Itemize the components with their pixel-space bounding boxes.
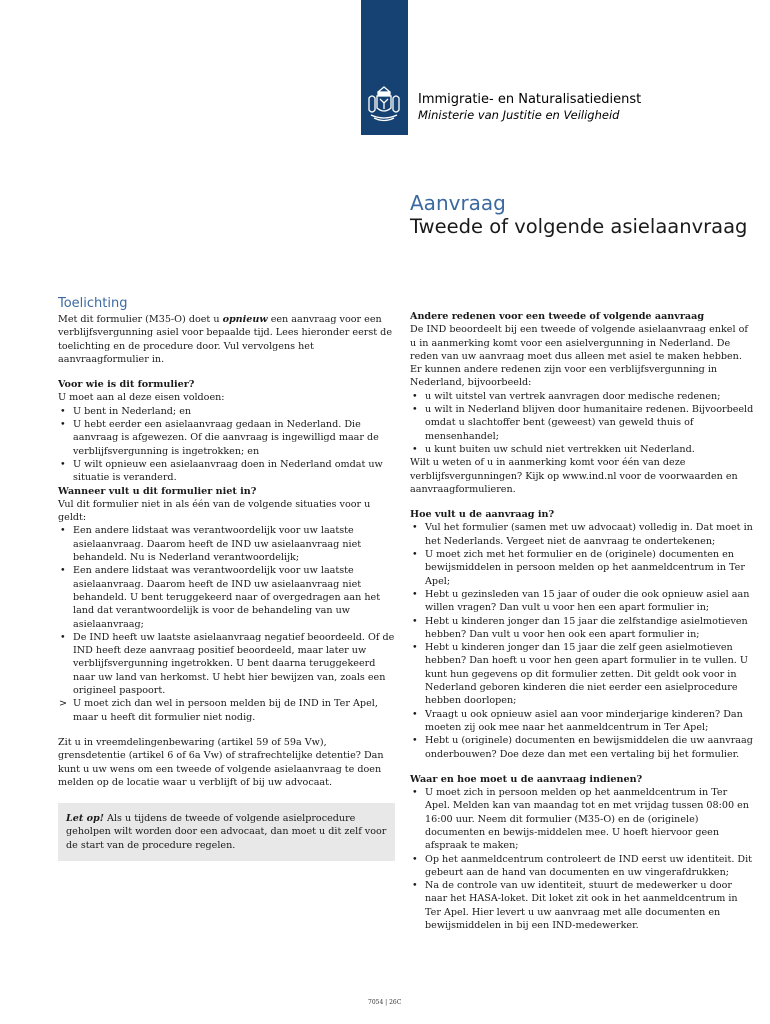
other-reasons-followup: Wilt u weten of u in aanmerking komt voor één van deze verblijfsvergunningen? Kijk op www.ind.nl voor de voorwaarden en aanvraagformulieren. [410, 457, 738, 495]
list-item: • Hebt u kinderen jonger dan 15 jaar die zelfstandige asielmotieven hebben? Dan vult u voor hen ook een apart formulier in; [410, 615, 755, 642]
form-code: 7054 | 26C [368, 999, 402, 1006]
list-item: • Hebt u gezinsleden van 15 jaar of ouder die ook opnieuw asiel aan willen vragen? Dan vult u voor hen een apart formulier in; [410, 588, 755, 615]
note-emphasis: Let op! [66, 813, 104, 825]
right-column [410, 310, 755, 932]
document-title: Aanvraag [410, 191, 506, 215]
arrow-list-item: > U moet zich dan wel in persoon melden bij de IND in Ter Apel, maar u heeft dit formulier niet nodig. [58, 697, 395, 724]
intro-paragraph [58, 313, 395, 366]
where-heading: Waar en hoe moet u de aanvraag indienen? [410, 773, 643, 785]
logo-bar [361, 0, 408, 135]
intro-text-end: een aanvraag voor een verblijfsvergunning asiel voor bepaalde tijd. Lees hieronder eerst de toelichting en de procedure door. Vul vervolgens het aanvraagformulier in. [58, 314, 393, 365]
when-not-heading: Wanneer vult u dit formulier niet in? [58, 485, 257, 497]
list-item: • Een andere lidstaat was verantwoordelijk voor uw laatste asielaanvraag. Daarom heeft de IND uw asielaanvraag niet behandeld. U bent teruggekeerd naar of overgedragen aan het land dat verantwoordelijk is voor de behandeling van uw asielaanvraag; [58, 564, 395, 630]
list-item: • Een andere lidstaat was verantwoordelijk voor uw laatste asielaanvraag. Daarom heeft de IND uw asielaanvraag niet behandeld. Nu is Nederland verantwoordelijk; [58, 524, 395, 564]
intro-text-start: Met dit formulier (M35-O) doet u [58, 314, 223, 325]
left-column [58, 296, 395, 861]
when-not-list [58, 524, 395, 723]
attention-note [58, 803, 395, 861]
list-item: • U moet zich in persoon melden op het aanmeldcentrum in Ter Apel. Melden kan van maandag tot en met vrijdag tussen 08:00 en 16:00 uur. Neem dit formulier (M35-O) en de (originele) documenten en bewijs-middelen mee. U hoeft hiervoor geen afspraak te maken; [410, 786, 755, 852]
list-item: • Hebt u (originele) documenten en bewijsmiddelen die uw aanvraag onderbouwen? Doe deze dan met een vertaling bij het formulier. [410, 734, 755, 761]
who-heading: Voor wie is dit formulier? [58, 379, 195, 391]
list-item: • u kunt buiten uw schuld niet vertrekken uit Nederland. [410, 443, 755, 456]
when-not-text: Vul dit formulier niet in als één van de volgende situaties voor u geldt: [58, 498, 371, 524]
ministry-name: Ministerie van Justitie en Veiligheid [418, 108, 620, 122]
how-heading: Hoe vult u de aanvraag in? [410, 509, 555, 521]
list-item: • u wilt uitstel van vertrek aanvragen door medische redenen; [410, 390, 755, 403]
list-item: • De IND heeft uw laatste asielaanvraag negatief beoordeeld. Of de IND heeft deze aanvraag positief beoordeeld, maar later uw verblijfsvergunning ingetrokken. U bent daarna teruggekeerd naar uw land van herkomst. U hebt hier bewijzen van, zoals een origineel paspoort. [58, 631, 395, 697]
organisation-name-block [418, 92, 641, 123]
list-item: • u wilt in Nederland blijven door humanitaire redenen. Bijvoorbeeld omdat u slachtoffer bent (geweest) van geweld thuis of mensenhandel; [410, 403, 755, 443]
other-reasons-text: De IND beoordeelt bij een tweede of volgende asielaanvraag enkel of u in aanmerking komt voor een asielvergunning in Nederland. De reden van uw aanvraag moet dus alleen met asiel te maken hebben. Er kunnen andere redenen zijn voor een verblijfsvergunning in Nederland, bijvoorbeeld: [410, 324, 748, 389]
where-list [410, 786, 755, 932]
list-item: • Op het aanmeldcentrum controleert de IND eerst uw identiteit. Dit gebeurt aan de hand van documenten en uw vingerafdrukken; [410, 853, 755, 880]
document-subtitle: Tweede of volgende asielaanvraag [410, 215, 748, 238]
list-item: • Hebt u kinderen jonger dan 15 jaar die zelf geen asielmotieven hebben? Dan hoeft u voor hen geen apart formulier in te vullen. U kunt hun gegevens op dit formulier zetten. Dit geldt ook voor in Nederland geboren kinderen die niet eerder een asielprocedure hebben doorlopen; [410, 641, 755, 707]
who-text: U moet aan al deze eisen voldoen: [58, 392, 225, 404]
section-title-toelichting: Toelichting [58, 296, 128, 311]
note-text: Als u tijdens de tweede of volgende asielprocedure geholpen wilt worden door een advocaat, dan moet u dit zelf voor de start van de procedure regelen. [66, 813, 387, 851]
how-list [410, 521, 755, 760]
detention-paragraph: Zit u in vreemdelingenbewaring (artikel 59 of 59a Vw), grensdetentie (artikel 6 of 6a Vw) of strafrechtelijke detentie? Dan kunt u uw wens om een tweede of volgende asielaanvraag te doen melden op de locatie waar u verblijft of bij uw advocaat. [58, 736, 384, 788]
who-list [58, 405, 395, 485]
document-title-block [410, 192, 747, 240]
organisation-name: Immigratie- en Naturalisatiedienst [418, 92, 642, 107]
list-item: • U moet zich met het formulier en de (originele) documenten en bewijsmiddelen in persoon melden op het aanmeldcentrum in Ter Apel; [410, 548, 755, 588]
list-item: • Vraagt u ook opnieuw asiel aan voor minderjarige kinderen? Dan moeten zij ook mee naar het aanmeldcentrum in Ter Apel; [410, 708, 755, 735]
list-item: • U bent in Nederland; en [58, 405, 395, 418]
other-reasons-heading: Andere redenen voor een tweede of volgende aanvraag [410, 311, 705, 322]
other-reasons-list [410, 390, 755, 456]
list-item: • U wilt opnieuw een asielaanvraag doen in Nederland omdat uw situatie is veranderd. [58, 458, 395, 485]
list-item: • Na de controle van uw identiteit, stuurt de medewerker u door naar het HASA-loket. Dit loket zit ook in het aanmeldcentrum in Ter Apel. Hier levert u uw aanvraag met alle documenten en bewijsmiddelen in bij een IND-medewerker. [410, 879, 755, 932]
list-item: • U hebt eerder een asielaanvraag gedaan in Nederland. Die aanvraag is afgewezen. Of die aanvraag is ingewilligd maar de verblijfsvergunning is ingetrokken; en [58, 418, 395, 458]
intro-emphasis: opnieuw [222, 314, 268, 325]
list-item: • Vul het formulier (samen met uw advocaat) volledig in. Dat moet in het Nederlands. Vergeet niet de aanvraag te ondertekenen; [410, 521, 755, 548]
rijksoverheid-crest-icon [365, 84, 403, 124]
